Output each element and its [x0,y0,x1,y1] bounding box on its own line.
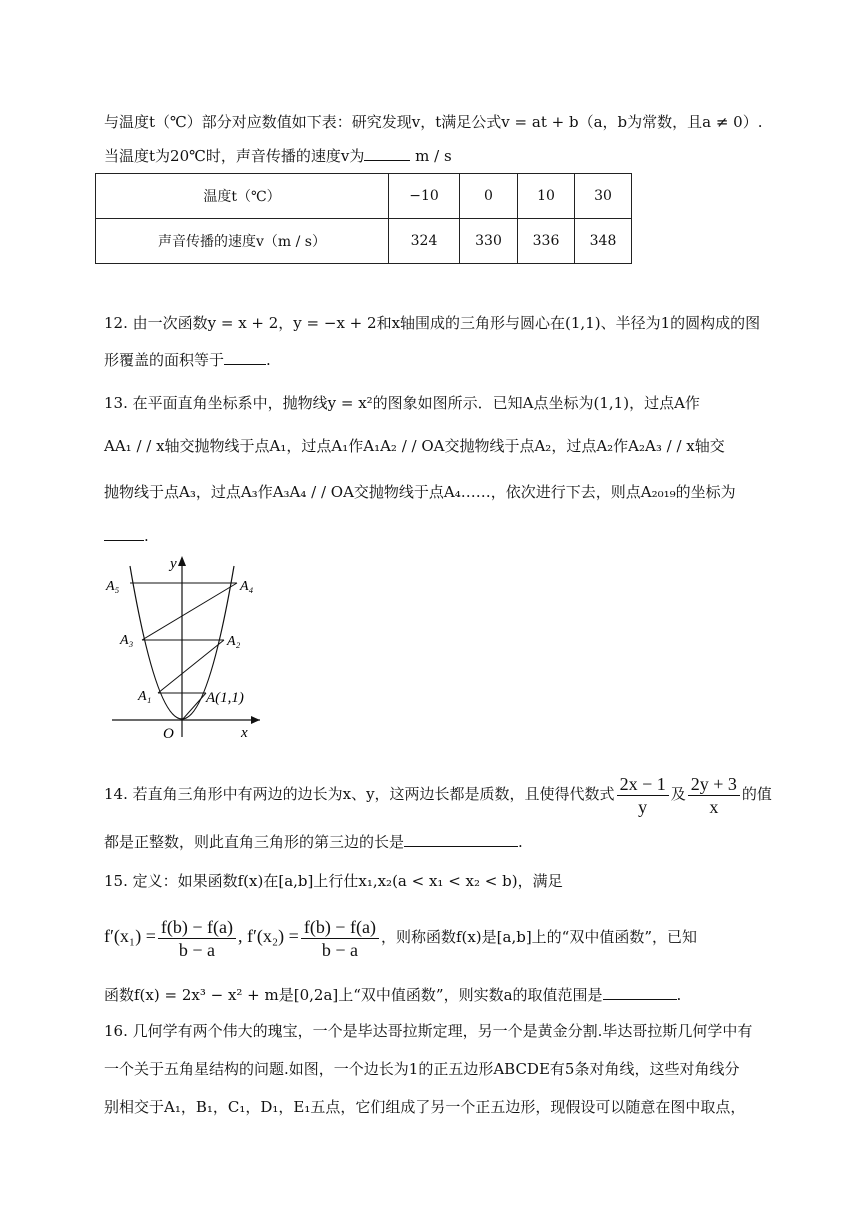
segment-a1-a2 [158,640,224,693]
q12-line-1: 12. 由一次函数y = x + 2，y = −x + 2和x轴围成的三角形与圆心在(1,1)、半径为1的圆构成的图 [104,314,761,332]
fraction-4-numerator: f(b) − f(a) [301,916,379,939]
q12-line-2-text: 形覆盖的面积等于 [104,351,225,369]
label-a2: A₂ [227,634,241,649]
q14-mid: 及 [670,785,686,803]
q14-line-2 [104,832,523,852]
q15-line-2 [104,912,697,961]
fraction-4-denominator: b − a [321,939,358,960]
segment-a3-a4 [142,583,237,640]
answer-blank [104,526,144,541]
q13-line-4 [104,526,149,546]
label-a4: A₄ [240,579,254,594]
fraction-1 [617,773,669,818]
q15-line-1: 15. 定义：如果函数f(x)在[a,b]上行仕x₁,x₂(a < x₁ < x₂ < b)，满足 [104,872,563,890]
q15-line-3-text: 函数f(x) = 2x³ − x² + m是[0,2a]上“双中值函数”，则实数a的取值范围是 [104,986,603,1004]
table-row [96,219,632,264]
answer-blank [603,985,677,1000]
fraction-1-denominator: y [638,796,648,817]
q12-line-2: 形覆盖的面积等于 . [104,351,271,369]
parabola-figure [100,552,270,744]
table-cell: 30 [575,174,632,219]
fraction-4 [301,916,379,961]
label-a: A(1,1) [206,690,244,706]
table-header-cell: 温度t（℃） [96,174,389,219]
fraction-3 [158,916,236,961]
label-a1: A₁ [138,689,152,704]
q15-f1-left: f′(x₁) = [104,926,156,946]
x-axis-arrow [251,716,260,724]
table-cell: 330 [460,219,518,264]
q14-line-1 [104,770,772,818]
q16-line-3: 别相交于A₁，B₁，C₁，D₁，E₁五点，它们组成了另一个正五边形，现假设可以随意在图中取点， [104,1098,746,1116]
y-axis-arrow [178,556,186,566]
q16-line-1: 16. 几何学有两个伟大的瑰宝，一个是毕达哥拉斯定理，另一个是黄金分割.毕达哥拉斯几何学中有 [104,1022,753,1040]
label-a3: A₃ [120,633,134,648]
q15-f2-left: , f′(x₂) = [237,926,299,946]
intro-line-2 [104,146,452,166]
q14-line-2-end: . [518,833,523,851]
fraction-1-numerator: 2x − 1 [617,773,669,796]
table-cell: −10 [389,174,460,219]
answer-blank [364,146,410,161]
table-row [96,174,632,219]
q15-line-3 [104,985,681,1005]
q13-line-1: 13. 在平面直角坐标系中，抛物线y = x²的图象如图所示．已知A点坐标为(1,1)，过点A作 [104,394,700,412]
speed-unit: m / s [415,147,452,165]
q13-line-3: 抛物线于点A₃，过点A₃作A₃A₄ / / OA交抛物线于点A₄……，依次进行下去，则点A₂₀₁₉的坐标为 [104,483,736,501]
q14-line-2-text: 都是正整数，则此直角三角形的第三边的长是 [104,833,405,851]
table-cell: 10 [518,174,575,219]
q15-line-3-end: . [676,986,682,1004]
q15-line-2-tail: ，则称函数f(x)是[a,b]上的“双中值函数”，已知 [380,928,698,946]
intro-line-1: 与温度t（℃）部分对应数值如下表：研究发现v，t满足公式v = at + b（a，b为常数，且a ≠ 0）. [104,113,763,131]
q13-line-2: AA₁ / / x轴交抛物线于点A₁，过点A₁作A₁A₂ / / OA交抛物线于点A₂，过点A₂作A₂A₃ / / x轴交 [104,437,725,455]
table-header-cell: 声音传播的速度v（m / s） [96,219,389,264]
fraction-2-numerator: 2y + 3 [688,773,740,796]
q13-line-4-end: . [144,527,149,545]
table-cell: 348 [575,219,632,264]
label-y: y [170,556,177,572]
intro-line-2-text: 当温度t为20℃时，声音传播的速度v为 [104,147,365,165]
table-cell: 0 [460,174,518,219]
table-cell: 336 [518,219,575,264]
temperature-speed-table [95,173,632,264]
answer-blank [224,350,266,365]
fraction-3-denominator: b − a [178,939,215,960]
q16-line-2: 一个关于五角星结构的问题.如图，一个边长为1的正五边形ABCDE有5条对角线，这些对角线分 [104,1060,740,1078]
label-origin: O [163,726,174,742]
q14-suffix: 的值 [741,785,772,803]
label-x: x [241,725,248,741]
q14-prefix: 14. 若直角三角形中有两边的边长为x、y，这两边长都是质数，且使得代数式 [104,785,615,803]
label-a5: A₅ [106,579,120,594]
fraction-3-numerator: f(b) − f(a) [158,916,236,939]
answer-blank [404,832,518,847]
segment-o-a [182,693,206,720]
fraction-2-denominator: x [709,796,719,817]
fraction-2 [688,773,740,818]
table-cell: 324 [389,219,460,264]
